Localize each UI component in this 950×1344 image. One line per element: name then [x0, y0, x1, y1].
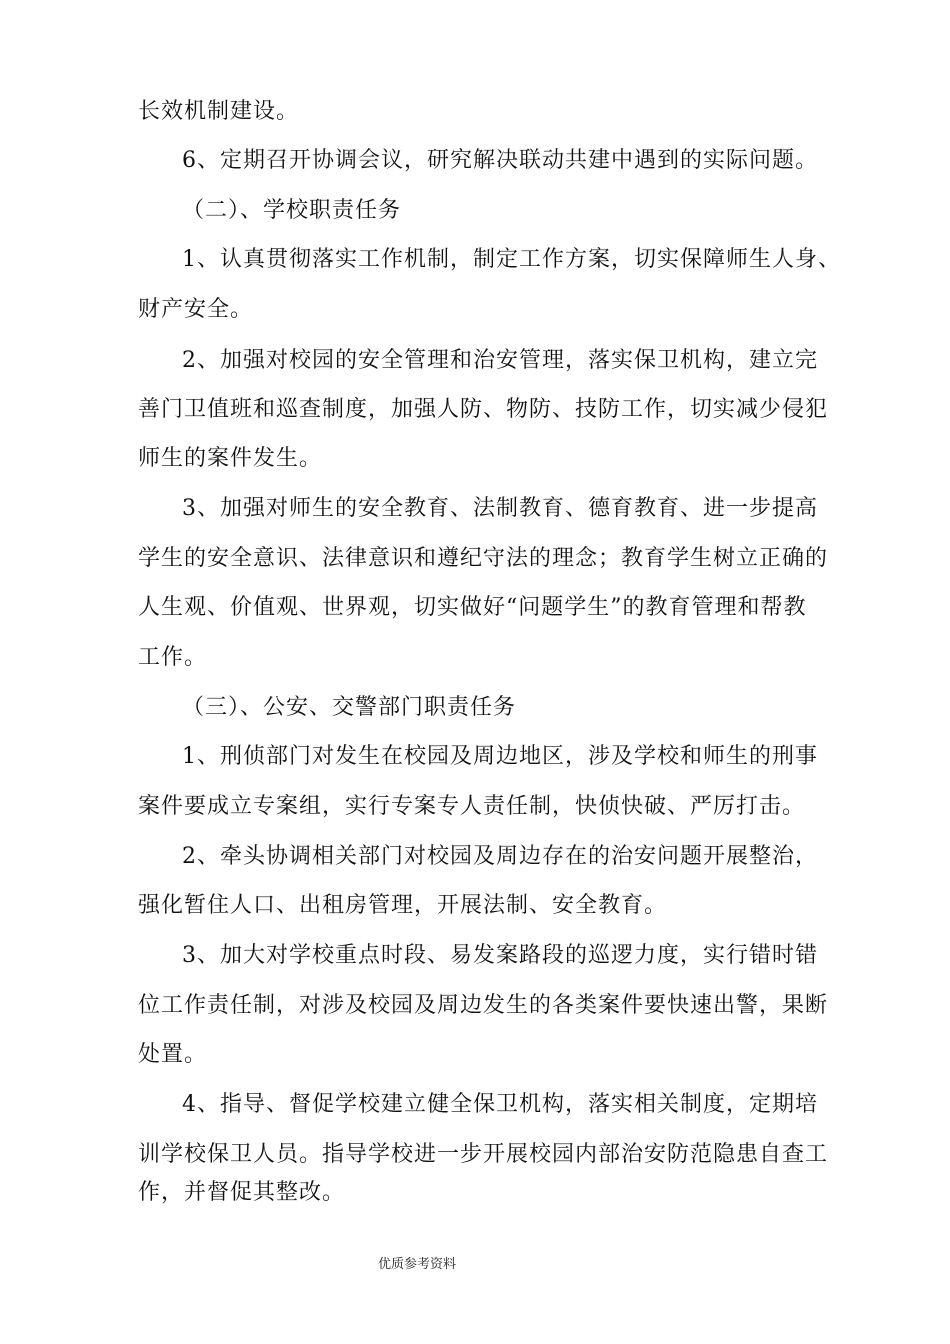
text-line: 处置。 [138, 1042, 208, 1067]
text-line: 6、定期召开协调会议，研究解决联动共建中遇到的实际问题。 [182, 148, 818, 173]
text-line: 长效机制建设。 [138, 99, 300, 124]
text-line: 人生观、价值观、世界观，切实做好“问题学生”的教育管理和帮教 [138, 595, 807, 620]
footer-note: 优质参考资料 [378, 1257, 457, 1272]
text-line: 3、加强对师生的安全教育、法制教育、德育教育、进一步提高 [182, 496, 818, 521]
text-line: 善门卫值班和巡查制度，加强人防、物防、技防工作，切实减少侵犯 [138, 397, 829, 422]
text-line: 训学校保卫人员。指导学校进一步开展校园内部治安防范隐患自查工 [138, 1142, 829, 1167]
section-heading: （二）、学校职责任务 [182, 198, 402, 223]
text-line: 1、刑侦部门对发生在校园及周边地区，涉及学校和师生的刑事 [182, 744, 818, 769]
text-line: 财产安全。 [138, 297, 254, 322]
text-line: 师生的案件发生。 [138, 446, 323, 471]
text-line: 4、指导、督促学校建立健全保卫机构，落实相关制度，定期培 [182, 1092, 818, 1117]
text-line: 案件要成立专案组，实行专案专人责任制，快侦快破、严厉打击。 [138, 794, 806, 819]
text-line: 作，并督促其整改。 [138, 1180, 346, 1205]
text-line: 学生的安全意识、法律意识和遵纪守法的理念；教育学生树立正确的 [138, 546, 829, 571]
text-line: 2、加强对校园的安全管理和治安管理，落实保卫机构，建立完 [182, 348, 818, 373]
text-line: 强化暂住人口、出租房管理，开展法制、安全教育。 [138, 893, 668, 918]
text-line: 1、认真贯彻落实工作机制，制定工作方案，切实保障师生人身、 [182, 247, 841, 272]
text-line: 位工作责任制，对涉及校园及周边发生的各类案件要快速出警，果断 [138, 993, 829, 1018]
text-line: 3、加大对学校重点时段、易发案路段的巡逻力度，实行错时错 [182, 943, 818, 968]
text-line: 2、牵头协调相关部门对校园及周边存在的治安问题开展整治， [182, 844, 818, 869]
text-line: 工作。 [138, 645, 208, 670]
section-heading: （三）、公安、交警部门职责任务 [182, 695, 517, 720]
